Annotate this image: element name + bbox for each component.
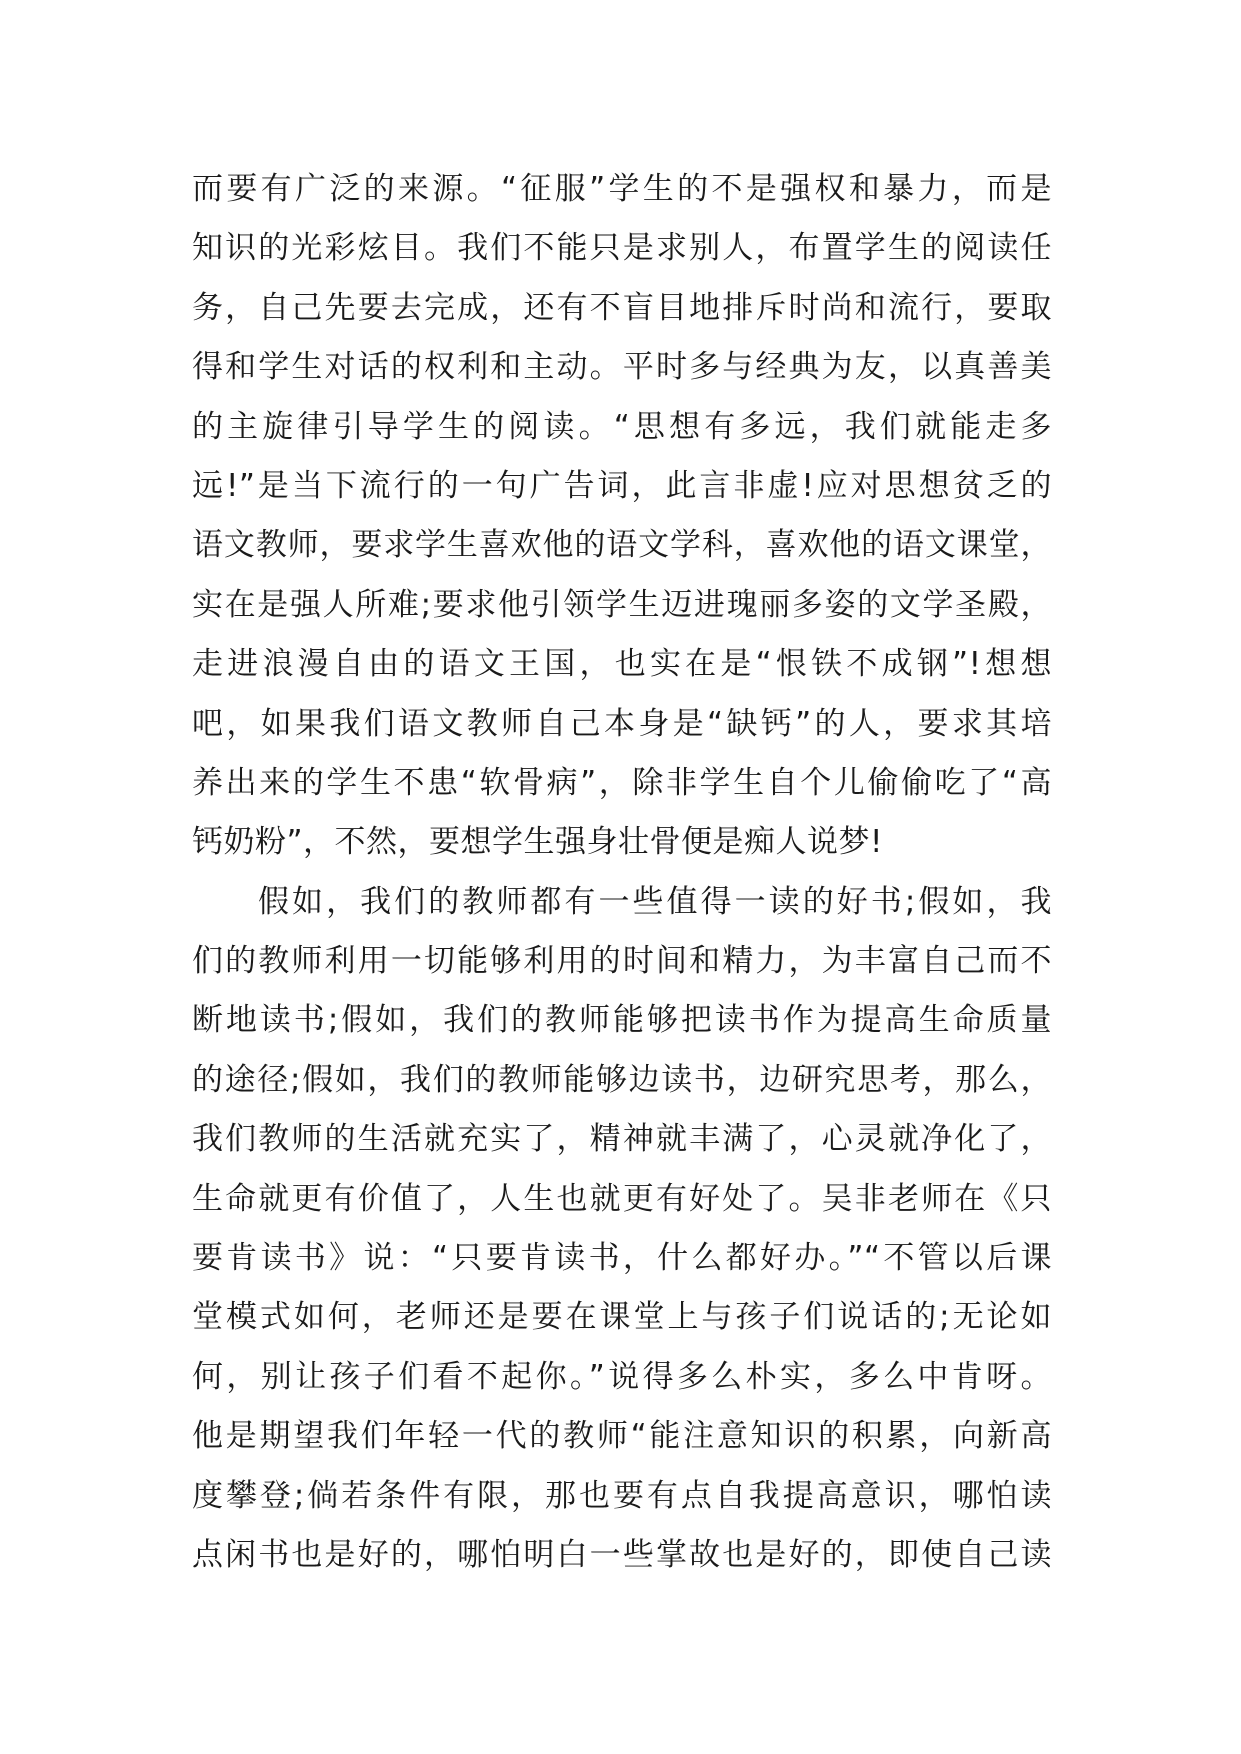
paragraph-first-line: 假如，我们的教师都有一些值得一读的好书;假如，我 xyxy=(258,883,1052,920)
text-line: 们的教师利用一切能够利用的时间和精力，为丰富自己而不 xyxy=(192,943,1052,980)
text-line: 的主旋律引导学生的阅读。“思想有多远，我们就能走多 xyxy=(192,408,1052,445)
text-line: 知识的光彩炫目。我们不能只是求别人，布置学生的阅读任 xyxy=(192,230,1052,267)
text-line: 我们教师的生活就充实了，精神就丰满了，心灵就净化了， xyxy=(192,1121,1052,1158)
text-line: 堂模式如何，老师还是要在课堂上与孩子们说话的;无论如 xyxy=(192,1299,1052,1336)
text-line: 要肯读书》说：“只要肯读书，什么都好办。”“不管以后课 xyxy=(192,1240,1052,1277)
text-line: 语文教师，要求学生喜欢他的语文学科，喜欢他的语文课堂， xyxy=(192,527,1052,564)
text-line: 度攀登;倘若条件有限，那也要有点自我提高意识，哪怕读 xyxy=(192,1477,1052,1514)
text-line: 吧，如果我们语文教师自己本身是“缺钙”的人，要求其培 xyxy=(192,705,1052,742)
text-line: 的途径;假如，我们的教师能够边读书，边研究思考，那么， xyxy=(192,1061,1052,1098)
text-line: 养出来的学生不患“软骨病”，除非学生自个儿偷偷吃了“高 xyxy=(192,764,1052,801)
text-line: 何，别让孩子们看不起你。”说得多么朴实，多么中肯呀。 xyxy=(192,1358,1052,1395)
body-text xyxy=(192,160,1052,1585)
text-line: 远!”是当下流行的一句广告词，此言非虚!应对思想贫乏的 xyxy=(192,467,1052,504)
text-line: 他是期望我们年轻一代的教师“能注意知识的积累，向新高 xyxy=(192,1418,1052,1455)
paragraph-end-line: 钙奶粉”，不然，要想学生强身壮骨便是痴人说梦! xyxy=(192,824,883,861)
text-line: 得和学生对话的权利和主动。平时多与经典为友，以真善美 xyxy=(192,349,1052,386)
text-line: 走进浪漫自由的语文王国，也实在是“恨铁不成钢”!想想 xyxy=(192,646,1052,683)
text-line: 生命就更有价值了，人生也就更有好处了。吴非老师在《只 xyxy=(192,1180,1052,1217)
text-line: 务，自己先要去完成，还有不盲目地排斥时尚和流行，要取 xyxy=(192,289,1052,326)
text-line: 而要有广泛的来源。“征服”学生的不是强权和暴力，而是 xyxy=(192,171,1052,207)
text-line: 点闲书也是好的，哪怕明白一些掌故也是好的，即使自己读 xyxy=(192,1536,1052,1573)
text-line: 实在是强人所难;要求他引领学生迈进瑰丽多姿的文学圣殿， xyxy=(192,586,1052,623)
text-line: 断地读书;假如，我们的教师能够把读书作为提高生命质量 xyxy=(192,1002,1052,1039)
